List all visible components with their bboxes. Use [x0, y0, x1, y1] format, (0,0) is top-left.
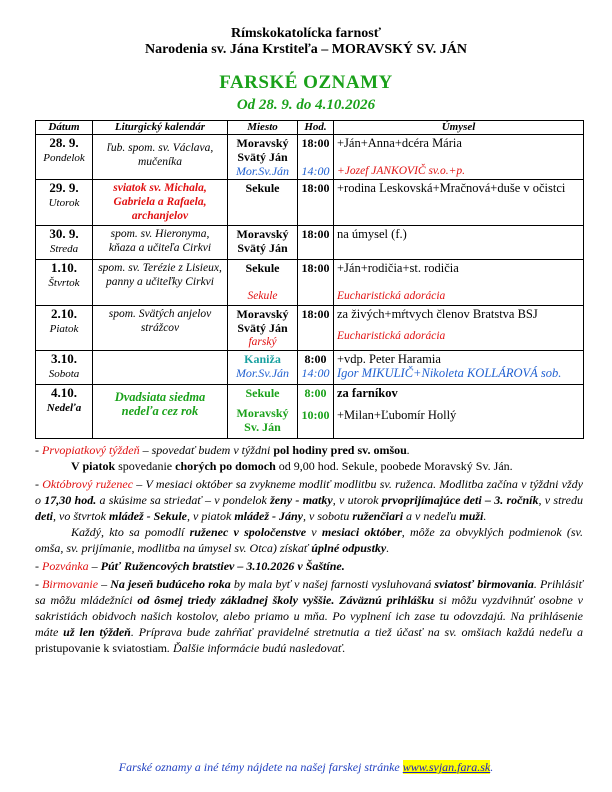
hour-cell: 18:00	[298, 226, 334, 260]
table-row	[36, 385, 584, 439]
table-header-row	[36, 121, 584, 135]
header-liturgy: Liturgický kalendár	[93, 121, 228, 135]
hour-cell: 18:00 14:00	[298, 135, 334, 180]
liturgy-cell: spom. Svätých anjelov strážcov	[93, 306, 228, 351]
parish-name: Rímskokatolícka farnosť	[230, 26, 382, 41]
note-confirmation: - Birmovanie – Na jeseň budúceho roka by mala byť v našej farnosti vysluhovaná sviatosť birmovania. Prihlásiť sa môžu mládežníci od ôsmej triedy základnej školy vyššie. Záväznú prihlášku si môžu vyzdvihnúť osobne v sakristiách obidvoch našich kostolov, alebo priamo u mňa. Po vyplnení ich zase tu odovzdajú. Na prihlásenie máte už len týždeň. Príprava bude zahŕňať pravidelné stretnutia a tiež účasť na sv. omšiach každú nedeľu a pristupovanie k sviatostiam. Ďalšie informácie budú nasledovať.	[35, 577, 584, 655]
liturgy-cell: spom. sv. Terézie z Lisieux, panny a učiteľky Cirkvi	[93, 260, 228, 306]
place-cell: Sekule	[228, 180, 298, 226]
intention-cell: +Ján+rodičia+st. rodičia Eucharistická adorácia	[334, 260, 584, 306]
header-place: Miesto	[228, 121, 298, 135]
table-row	[36, 260, 584, 306]
intention-cell: za živých+mŕtvych členov Bratstva BSJ Eucharistická adorácia	[334, 306, 584, 351]
intention-cell: +Ján+Anna+dcéra Mária +Jozef JANKOVIČ sv.o.+p.	[334, 135, 584, 180]
footer-text: Farské oznamy a iné témy nájdete na našej farskej stránke	[118, 760, 403, 774]
footer	[0, 760, 612, 775]
liturgy-cell: Dvadsiata siedma nedeľa cez rok	[93, 385, 228, 439]
date-cell: 30. 9. Streda	[36, 226, 93, 260]
liturgy-cell	[93, 351, 228, 385]
liturgy-cell: ľub. spom. sv. Václava, mučeníka	[93, 135, 228, 180]
intention-cell: +rodina Leskovská+Mračnová+duše v očistci	[334, 180, 584, 226]
note-indulgence: Každý, kto sa pomodlí ruženec v spoločenstve v mesiaci október, môže za obvyklých podmienok (sv. omša, sv. prijímanie, modlitba na úmysel sv. Otca) získať úplné odpustky.	[35, 525, 583, 555]
place-cell: Moravský Svätý Ján	[228, 226, 298, 260]
note-first-friday: - Prvopiatkový týždeň – spovedať budem v týždni pol hodiny pred sv. omšou.	[35, 443, 410, 457]
hour-cell: 8:00 14:00	[298, 351, 334, 385]
header-intention: Úmysel	[334, 121, 584, 135]
place-cell: Sekule Sekule	[228, 260, 298, 306]
page-title: FARSKÉ OZNAMY	[219, 72, 393, 93]
date-cell: 1.10. Štvrtok	[36, 260, 93, 306]
note-invitation: - Pozvánka – Púť Ružencových bratstiev – 3.10.2026 v Šaštíne.	[35, 559, 345, 573]
table-row	[36, 180, 584, 226]
announcements	[35, 442, 583, 656]
place-cell: Moravský Svätý Ján Mor.Sv.Ján	[228, 135, 298, 180]
hour-cell: 18:00	[298, 180, 334, 226]
place-cell: Sekule Moravský Sv. Ján	[228, 385, 298, 439]
header-hour: Hod.	[298, 121, 334, 135]
note-first-friday-2: V piatok spovedanie chorých po domoch od 9,00 hod. Sekule, poobede Moravský Sv. Ján.	[71, 459, 513, 473]
liturgy-cell: spom. sv. Hieronyma, kňaza a učiteľa Cirkvi	[93, 226, 228, 260]
intention-cell: +vdp. Peter Haramia Igor MIKULIČ+Nikoleta KOLLÁROVÁ sob.	[334, 351, 584, 385]
table-row	[36, 226, 584, 260]
website-link[interactable]: www.svjan.fara.sk	[402, 760, 491, 774]
date-cell: 2.10. Piatok	[36, 306, 93, 351]
hour-cell: 18:00	[298, 260, 334, 306]
date-cell: 29. 9. Utorok	[36, 180, 93, 226]
date-range: Od 28. 9. do 4.10.2026	[236, 97, 376, 113]
date-cell: 4.10. Nedeľa	[36, 385, 93, 439]
footer-end: .	[490, 760, 494, 774]
note-rosary: - Októbrový ruženec – V mesiaci október sa zvykneme modliť modlitbu sv. ruženca. Modlitba začína v týždni vždy o 17,30 hod. a skúsime sa striedať – v pondelok ženy - matky, v utorok prvoprijímajúce deti – 3. ročník, v stredu deti, vo štvrtok mládež - Sekule, v piatok mládež - Jány, v sobotu ruženčiari a v nedeľu muži.	[35, 477, 583, 523]
intention-cell: za farníkov +Milan+Ľubomír Hollý	[334, 385, 584, 439]
hour-cell: 18:00	[298, 306, 334, 351]
place-cell: Kaniža Mor.Sv.Ján	[228, 351, 298, 385]
parish-subtitle: Narodenia sv. Jána Krstiteľa – MORAVSKÝ SV. JÁN	[145, 42, 467, 57]
intention-cell: na úmysel (f.)	[334, 226, 584, 260]
liturgy-cell: sviatok sv. Michala, Gabriela a Rafaela, archanjelov	[93, 180, 228, 226]
date-cell: 3.10. Sobota	[36, 351, 93, 385]
place-cell: Moravský Svätý Ján farský	[228, 306, 298, 351]
table-row	[36, 351, 584, 385]
table-row	[36, 306, 584, 351]
schedule-table	[35, 120, 584, 439]
table-row	[36, 135, 584, 180]
date-cell: 28. 9. Pondelok	[36, 135, 93, 180]
hour-cell: 8:00 10:00	[298, 385, 334, 439]
header-date: Dátum	[36, 121, 93, 135]
